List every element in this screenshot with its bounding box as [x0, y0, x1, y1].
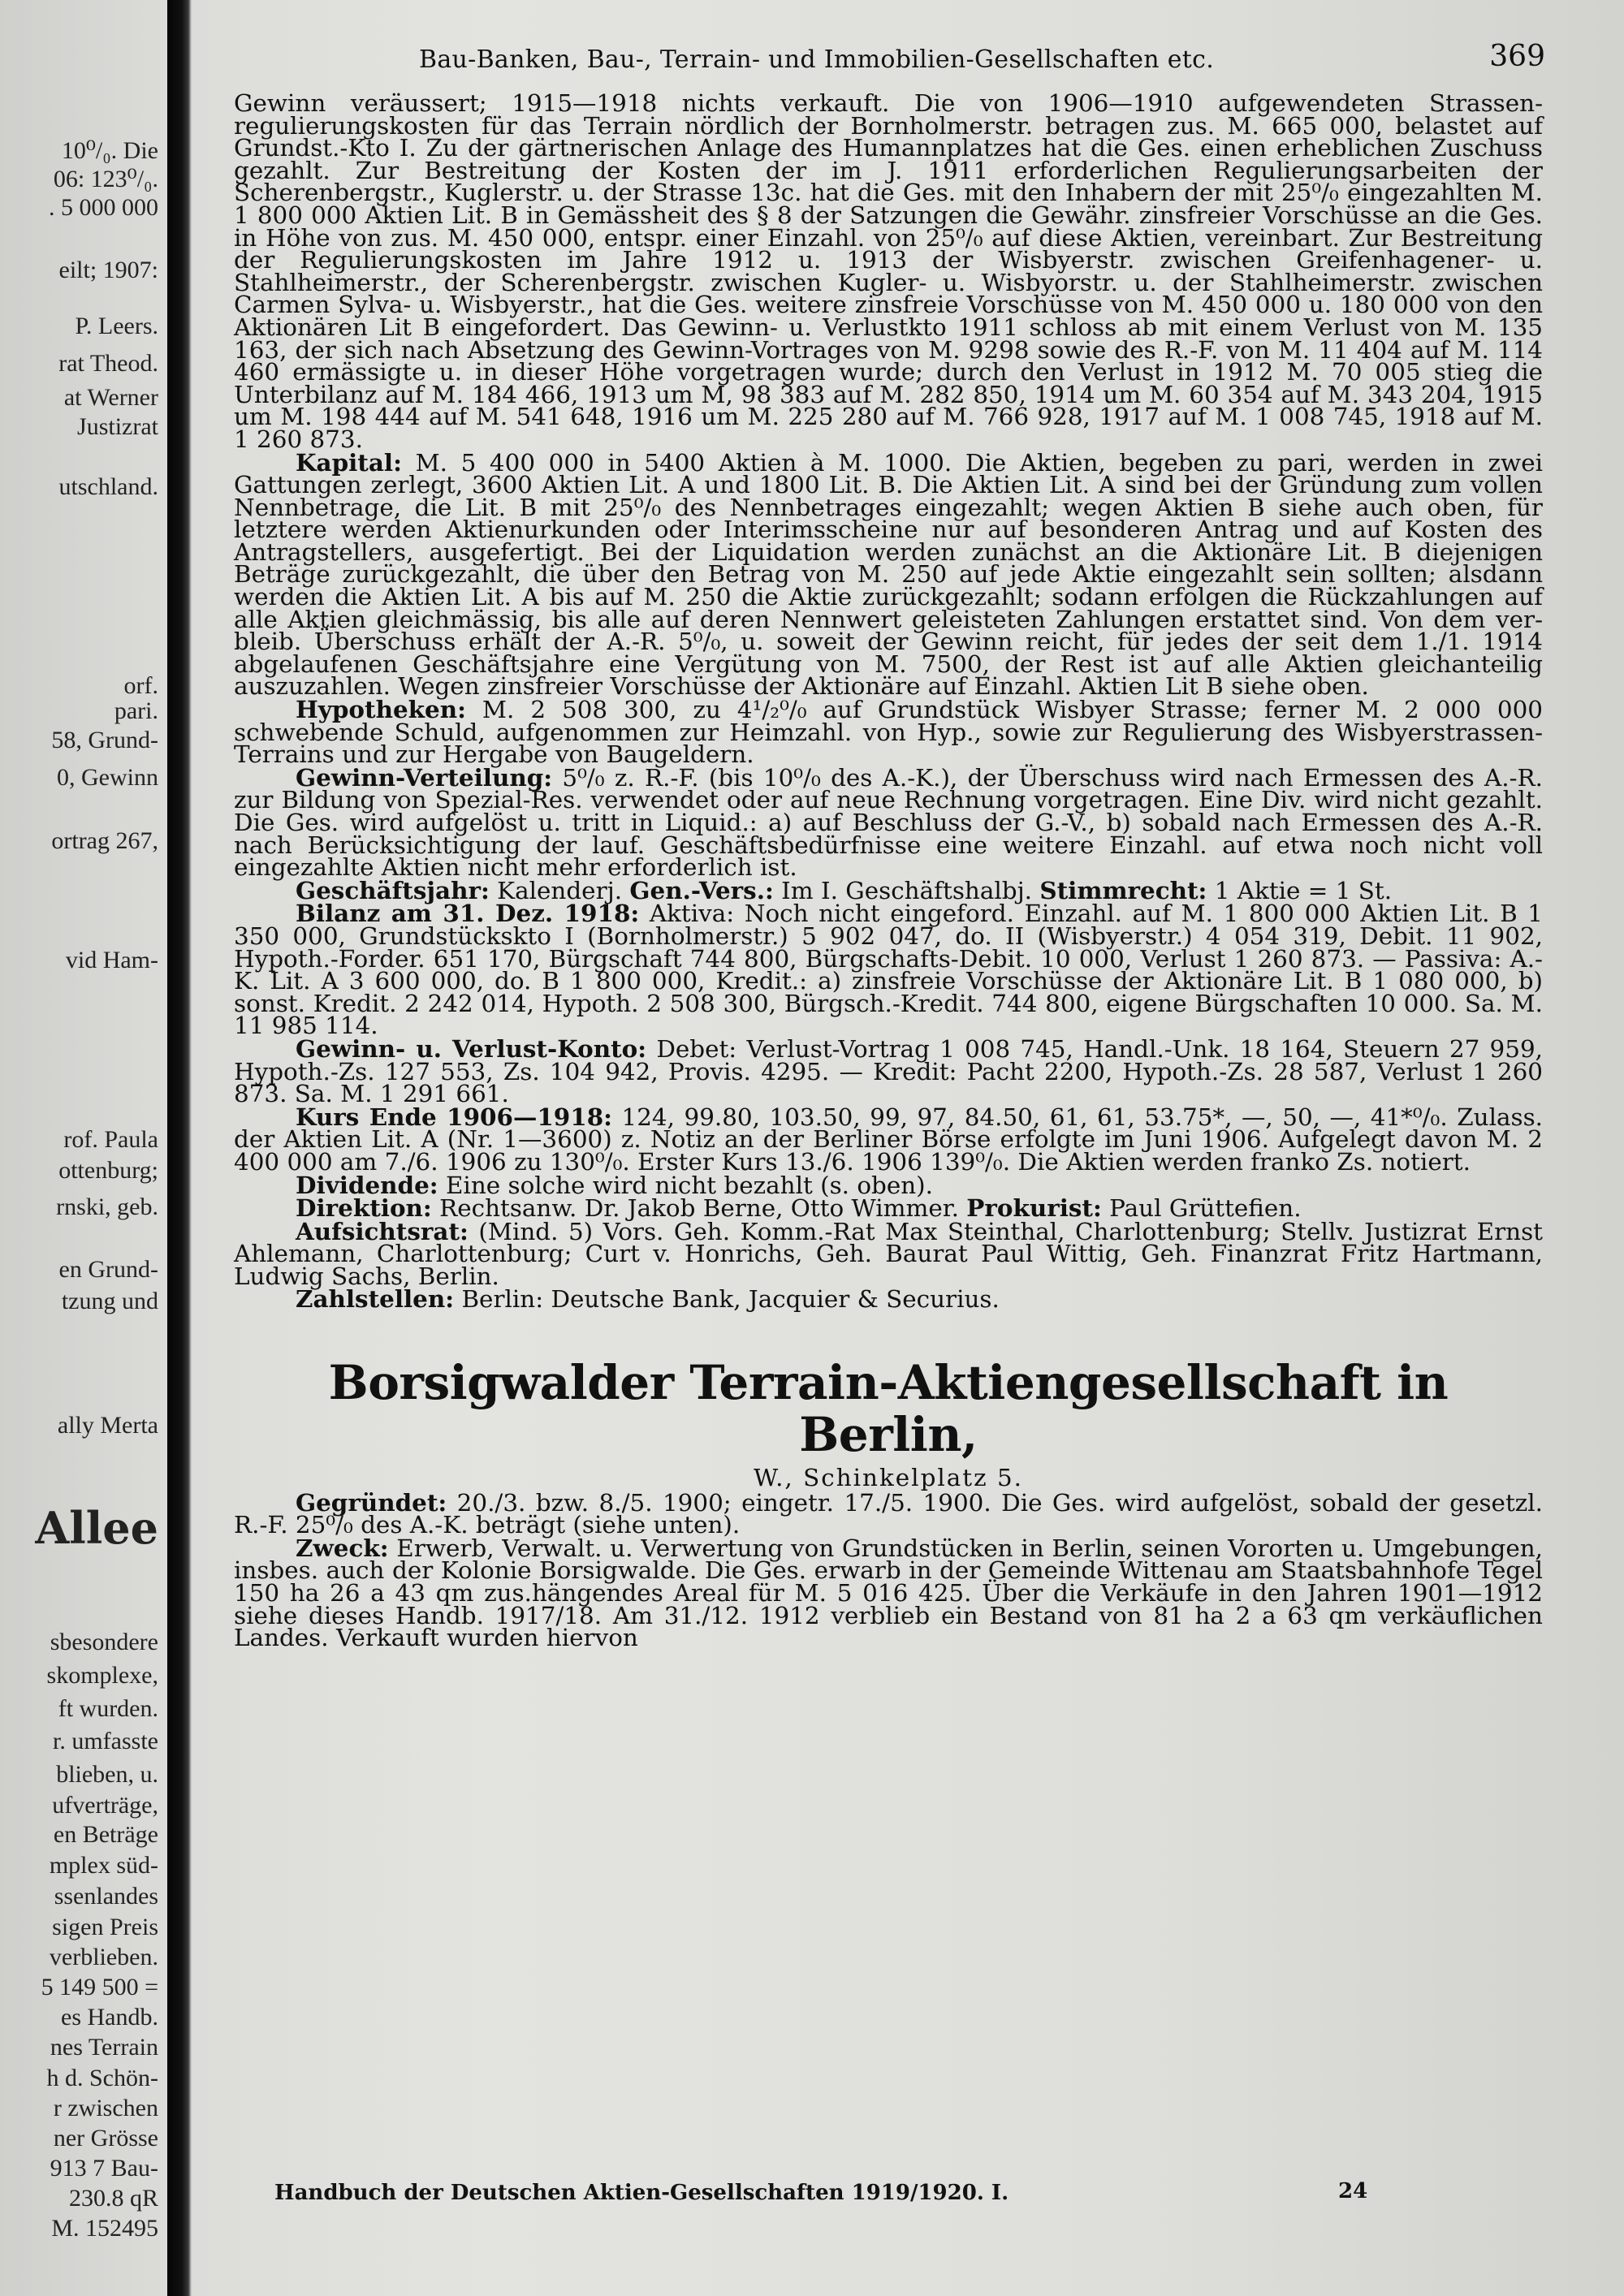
left-line: ufverträge, — [52, 1792, 158, 1819]
zweck-text: Erwerb, Verwalt. u. Verwertung von Grundstücken in Berlin, seinen Vororten u. Umgebungen, insbes. auch der Kolonie Borsigwalde. Die Ges. erwarb in der Gemeinde Wittenau am Staatsbahnhofe Tegel 150 ha 26 a 43 qm zus.hängendes Areal für M. 5 016 425. Über die Verkäufe in den Jahren 1901—1912 siehe dieses Handb. 1917/18. Am 31./12. 1912 verblieb ein Bestand von 81 ha 2 a 63 qm verkäuflichen Landes. Verkauft wurden hiervon — [234, 1534, 1543, 1652]
kurs-label: Kurs Ende 1906—1918: — [296, 1102, 612, 1131]
bilanz-label: Bilanz am 31. Dez. 1918: — [296, 899, 640, 928]
left-line: 230.8 qR — [68, 2185, 158, 2212]
gegruendet-label: Gegründet: — [296, 1487, 447, 1517]
left-line: rat Theod. — [58, 350, 158, 377]
company-address: W., Schinkelplatz 5. — [754, 1464, 1023, 1492]
gen-vers-label: Gen.-Vers.: — [629, 875, 774, 904]
left-line: 5 149 500 = — [41, 1974, 158, 2000]
hypotheken-text: M. 2 508 300, zu 4¹/₂⁰/₀ auf Grundstück Wisbyer Strasse; ferner M. 2 000 000 schwebende Schuld, aufgenommen zur Heimzahl. von Hyp., sowie zur Regulierung des Wisbyerstrassen-Terrains und zur Hergabe von Baugeldern. — [234, 696, 1543, 769]
kurs-section — [234, 1102, 1543, 1176]
kapital-text: M. 5 400 000 in 5400 Aktien à M. 1000. Die Aktien, begeben zu pari, werden in zwei Gattungen zerlegt, 3600 Aktien Lit. A und 1800 Lit. B. Die Aktien Lit. A sind bei der Gründung zum vollen Nennbetrage, die Lit. B mit 25⁰/₀ des Nennbetrages eingezahlt; wegen Aktien B siehe auch oben, für letztere werden Aktienurkunden oder Interimsscheine nur auf besonderen Antrag und auf Kosten des Antragstellers, ausgefertigt. Bei der Liquidation werden zunächst an die Aktionäre Lit. B diejenigen Beträge zurückgezahlt, die über den Betrag von M. 250 auf jede Aktie eingezahlt sein sollten; alsdann werden die Aktien Lit. A bis auf M. 250 die Aktie zurückgezahlt; sodann erfolgen die Rückzahlungen auf alle Aktien gleichmässig, bis alle auf deren Nennwert geleisteten Zahlungen erstattet sind. Von dem verbleib. Überschuss erhält der A.-R. 5⁰/₀, u. soweit der Gewinn reicht, für jedes der seit dem 1./1. 1914 abgelaufenen Geschäftsjahre eine Vergütung von M. 7500, der Rest ist auf alle Aktien gleichanteilig auszuzahlen. Wegen zinsfreier Vorschüsse der Aktionäre auf Einzahl. Aktien Lit B siehe oben. — [234, 448, 1543, 701]
left-line: rof. Paula — [63, 1126, 158, 1153]
left-line: sbesondere — [50, 1629, 158, 1655]
stimmrecht-label: Stimmrecht: — [1039, 875, 1207, 904]
left-line: vid Ham- — [65, 947, 158, 973]
left-line: tzung und — [61, 1288, 158, 1314]
guv-text: Debet: Verlust-Vortrag 1 008 745, Handl.-Unk. 18 164, Steuern 27 959, Hypoth.-Zs. 127 553, Zs. 104 942, Provis. 4295. — Kredit: Pacht 2200, Hypoth.-Zs. 28 587, Verlust 1 260 873. Sa. M. 1 291 661. — [234, 1034, 1543, 1108]
aufsichtsrat-section — [234, 1216, 1543, 1290]
left-line: 06: 123⁰/₀. — [53, 166, 158, 192]
left-line: rnski, geb. — [56, 1193, 158, 1220]
guv-section — [234, 1034, 1543, 1108]
left-heading: Allee — [35, 1502, 158, 1554]
sheet-signature: 24 — [1338, 2179, 1368, 2203]
aufsichtsrat-label: Aufsichtsrat: — [296, 1216, 469, 1245]
left-line: ft wurden. — [58, 1695, 158, 1722]
direktion-text: Rechtsanw. Dr. Jakob Berne, Otto Wimmer. — [431, 1194, 967, 1223]
left-line: M. 152495 — [51, 2215, 158, 2242]
zweck-label: Zweck: — [296, 1533, 389, 1562]
guv-label: Gewinn- u. Verlust-Konto: — [296, 1034, 647, 1063]
page-footer — [274, 2181, 1403, 2205]
left-line: verblieben. — [49, 1944, 158, 1970]
zahlstellen-text: Berlin: Deutsche Bank, Jacquier & Securius. — [454, 1285, 1000, 1314]
left-line: en Beträge — [53, 1821, 158, 1848]
hypotheken-label: Hypotheken: — [296, 695, 466, 724]
kapital-label: Kapital: — [296, 447, 402, 477]
left-line: es Handb. — [61, 2004, 158, 2031]
zweck-section — [234, 1533, 1543, 1652]
gewinn-verteilung-label: Gewinn-Verteilung: — [296, 762, 553, 792]
gewinn-verteilung-section — [234, 762, 1543, 882]
left-line: 58, Grund- — [51, 727, 158, 753]
gegruendet-section — [234, 1487, 1543, 1539]
left-line: 913 7 Bau- — [50, 2155, 158, 2182]
gegruendet-text: 20./3. bzw. 8./5. 1900; eingetr. 17./5. 1900. Die Ges. wird aufgelöst, sobald der gesetzl. R.-F. 25⁰/₀ des A.-K. beträgt (siehe unten). — [234, 1488, 1543, 1539]
direktion-label: Direktion: — [296, 1193, 432, 1223]
dividende-label: Dividende: — [296, 1170, 438, 1199]
footer-text: Handbuch der Deutschen Aktien-Gesellschaften 1919/1920. I. — [274, 2181, 1009, 2205]
gewinn-verteilung-text: 5⁰/₀ z. R.-F. (bis 10⁰/₀ des A.-K.), der Überschuss wird nach Ermessen des A.-R. zur Bildung von Spezial-Res. verwendet oder auf neue Rechnung vorgetragen. Eine Div. wird nicht gezahlt. Die Ges. wird aufgelöst u. tritt in Liquid.: a) auf Beschluss der G.-V., b) sobald nach Ermessen des A.-R. nach Berücksichtigung der lauf. Geschäftsbedürfnisse eine weitere Einzahl. auf etwa noch nicht voll eingezahlte Aktien nicht mehr erforderlich ist. — [234, 763, 1543, 882]
left-line: Justizrat — [77, 413, 158, 440]
left-line: eilt; 1907: — [58, 257, 158, 283]
aufsichtsrat-text: (Mind. 5) Vors. Geh. Komm.-Rat Max Steinthal, Charlottenburg; Stellv. Justizrat Ernst Ahlemann, Charlottenburg; Curt v. Honrichs, Geh. Baurat Paul Wittig, Geh. Finanzrat Fritz Hartmann, Ludwig Sachs, Berlin. — [234, 1217, 1543, 1290]
bilanz-section — [234, 899, 1543, 1040]
left-column-fragment — [0, 0, 166, 2296]
bilanz-text: Aktiva: Noch nicht eingeford. Einzahl. auf M. 1 800 000 Aktien Lit. B 1 350 000, Grundstückskto I (Bornholmerstr.) 5 902 047, do. II (Wisbyerstr.) 4 054 319, Debit. 11 902, Hypoth.-Forder. 651 170, Bürgschaft 744 800, Bürgschafts-Debit. 10 000, Verlust 1 260 873. — Passiva: A.-K. Lit. A 3 600 000, do. B 1 800 000, Kredit.: a) zinsfreie Vorschüsse der Aktionäre Lit. B 1 080 000, b) sonst. Kredit. 2 242 014, Hypoth. 2 508 300, Bürgsch.-Kredit. 744 800, eigene Bürgschaften 10 000. Sa. M. 11 985 114. — [234, 900, 1543, 1040]
running-title: Bau-Banken, Bau-, Terrain- und Immobilien-Gesellschaften etc. — [419, 45, 1215, 74]
page-number: 369 — [1489, 40, 1545, 73]
hypotheken-section — [234, 695, 1543, 769]
page-gutter-shadow — [167, 0, 192, 2296]
left-line: ortrag 267, — [51, 827, 158, 854]
left-line: ner Grösse — [53, 2125, 158, 2151]
left-line: ssenlandes — [54, 1883, 158, 1910]
left-line: skomplexe, — [46, 1662, 158, 1689]
running-header — [234, 40, 1545, 89]
left-line: P. Leers. — [75, 313, 158, 339]
left-line: en Grund- — [58, 1256, 158, 1283]
gen-vers-text: Im I. Geschäftshalbj. — [773, 876, 1040, 904]
prokurist-text: Paul Grüttefien. — [1101, 1194, 1302, 1223]
geschaeftsjahr-text: Kalenderj. — [489, 876, 630, 904]
left-line: r. umfasste — [53, 1728, 158, 1754]
kapital-section — [234, 447, 1543, 701]
dividende-text: Eine solche wird nicht bezahlt (s. oben). — [438, 1171, 933, 1199]
left-line: orf. — [123, 672, 158, 699]
stimmrecht-text: 1 Aktie = 1 St. — [1207, 876, 1393, 904]
left-line: ottenburg; — [58, 1157, 158, 1184]
left-line: sigen Preis — [52, 1914, 158, 1940]
prokurist-label: Prokurist: — [966, 1193, 1102, 1223]
zahlstellen-label: Zahlstellen: — [296, 1284, 455, 1314]
left-line: pari. — [114, 697, 158, 724]
left-line: nes Terrain — [50, 2034, 158, 2061]
main-column — [234, 40, 1545, 1652]
left-line: . 5 000 000 — [49, 194, 158, 221]
intro-paragraph: Gewinn veräussert; 1915—1918 nichts verkauft. Die von 1906—1910 aufgewendeten Strassenregulierungskosten für das Terrain nördlich der Bornholmerstr. betragen zus. M. 665 000, belastet auf Grundst.-Kto I. Zu der gärtnerischen Anlage des Humannplatzes hat die Ges. einen erheblichen Zuschuss gezahlt. Zur Bestreitung der Kosten der im J. 1911 erforderlichen Regulierungsarbeiten der Scherenbergstr., Kuglerstr. u. der Strasse 13c. hat die Ges. mit den Inhabern der mit 25⁰/₀ eingezahlten M. 1 800 000 Aktien Lit. B in Gemässheit des § 8 der Satzungen die Gewähr. zinsfreier Vorschüsse an die Ges. in Höhe von zus. M. 450 000, entspr. einer Einzahl. von 25⁰/₀ auf diese Aktien, vereinbart. Zur Bestreitung der Regulierungskosten im Jahre 1912 u. 1913 der Wisbyerstr. zwischen Greifenhagener- u. Stahlheimerstr., der Scherenbergstr. zwischen Kugler- u. Wisbyorstr. u. der Stahlheimerstr. zwischen Carmen Sylva- u. Wisbyerstr., hat die Ges. weitere zinsfreie Vorschüsse von M. 450 000 u. 180 000 von den Aktionären Lit B eingefordert. Das Gewinn- u. Verlustkto 1911 schloss ab mit einem Verlust von M. 135 163, der sich nach Absetzung des Gewinn-Vortrages von M. 9298 sowie des R.-F. von M. 11 404 auf M. 114 460 ermässigte u. in dieser Höhe vorgetragen wurde; durch den Verlust in 1912 M. 70 005 stieg die Unterbilanz auf M. 184 466, 1913 um M, 98 383 auf M. 282 850, 1914 um M. 60 354 auf M. 343 204, 1915 um M. 198 444 auf M. 541 648, 1916 um M. 225 280 auf M. 766 928, 1917 auf M. 1 008 745, 1918 auf M. 1 260 873. — [234, 89, 1543, 453]
left-line: h d. Schön- — [46, 2065, 158, 2091]
left-line: ally Merta — [57, 1412, 158, 1439]
left-line: utschland. — [58, 473, 158, 500]
left-line: 0, Gewinn — [57, 764, 158, 791]
left-line: 10⁰/₀. Die — [61, 137, 158, 164]
kurs-text: 124, 99.80, 103.50, 99, 97, 84.50, 61, 61, 53.75*, —, 50, —, 41*⁰/₀. Zulass. der Aktien Lit. A (Nr. 1—3600) z. Notiz an der Berliner Börse erfolgte im Juni 1906. Aufgelegt davon M. 2 400 000 am 7./6. 1906 zu 130⁰/₀. Erster Kurs 13./6. 1906 139⁰/₀. Die Aktien werden franko Zs. notiert. — [234, 1103, 1543, 1176]
left-line: mplex süd- — [49, 1852, 158, 1879]
geschaeftsjahr-label: Geschäftsjahr: — [296, 875, 490, 904]
left-line: r zwischen — [53, 2095, 158, 2121]
left-line: blieben, u. — [56, 1761, 158, 1788]
left-line: at Werner — [63, 384, 158, 411]
zahlstellen-section — [234, 1284, 1543, 1314]
company-title: Borsigwalder Terrain-Aktiengesellschaft in Berlin, — [328, 1355, 1449, 1463]
